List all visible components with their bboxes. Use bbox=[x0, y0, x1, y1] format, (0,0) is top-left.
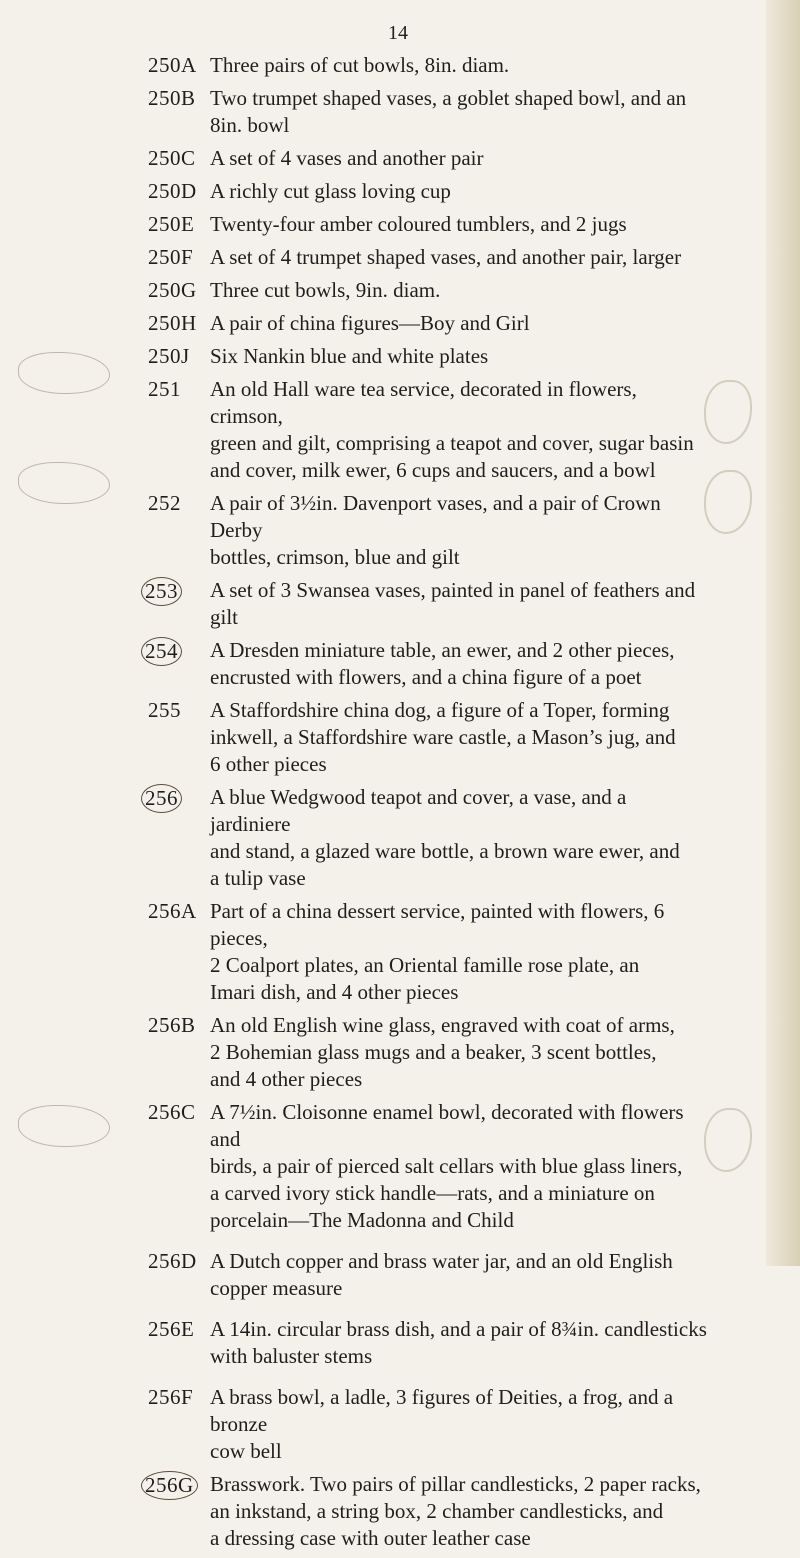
lot-entry bbox=[145, 577, 708, 631]
lot-number-text: 256D bbox=[148, 1249, 197, 1273]
lot-number bbox=[145, 637, 210, 666]
lot-description-line: A pair of china figures—Boy and Girl bbox=[210, 311, 530, 335]
margin-annotation bbox=[18, 462, 110, 504]
lot-number-text: 250C bbox=[148, 146, 196, 170]
lot-number-text: 250J bbox=[148, 344, 190, 368]
lot-number-text: 255 bbox=[148, 698, 181, 722]
bleed-through-mark bbox=[704, 1108, 752, 1172]
lot-description-line: A richly cut glass loving cup bbox=[210, 179, 451, 203]
lot-number bbox=[148, 1248, 210, 1275]
lot-description bbox=[210, 244, 708, 271]
lot-description-line: Part of a china dessert service, painted with flowers, 6 pieces, bbox=[210, 899, 665, 950]
lot-description-line: 8in. bowl bbox=[210, 113, 290, 137]
lot-number-text: 254 bbox=[141, 637, 182, 666]
lot-description-line: 6 other pieces bbox=[210, 752, 327, 776]
lot-number-text: 256F bbox=[148, 1385, 194, 1409]
lot-number bbox=[148, 1316, 210, 1343]
lot-entry bbox=[148, 52, 708, 79]
lot-number-text: 256G bbox=[141, 1471, 198, 1500]
lot-description-line: bottles, crimson, blue and gilt bbox=[210, 545, 460, 569]
lot-description-line: A Dutch copper and brass water jar, and an old English bbox=[210, 1249, 673, 1273]
lot-description bbox=[210, 145, 708, 172]
lot-description-line: Three pairs of cut bowls, 8in. diam. bbox=[210, 53, 510, 77]
lot-number-text: 250F bbox=[148, 245, 194, 269]
lot-number-text: 250B bbox=[148, 86, 196, 110]
lot-description bbox=[210, 1316, 708, 1370]
lot-number-text: 250G bbox=[148, 278, 197, 302]
margin-annotation bbox=[18, 352, 110, 394]
lot-number-text: 256E bbox=[148, 1317, 195, 1341]
lot-description-line: 2 Bohemian glass mugs and a beaker, 3 scent bottles, bbox=[210, 1040, 657, 1064]
lot-description-line: Two trumpet shaped vases, a goblet shaped bowl, and an bbox=[210, 86, 687, 110]
lot-description-line: A Staffordshire china dog, a figure of a Toper, forming bbox=[210, 698, 670, 722]
lot-number bbox=[148, 85, 210, 112]
page-number: 14 bbox=[388, 22, 408, 44]
lot-description bbox=[210, 784, 708, 892]
catalogue-list bbox=[145, 52, 708, 1558]
lot-number bbox=[145, 1471, 210, 1500]
lot-description-line: and cover, milk ewer, 6 cups and saucers, and a bowl bbox=[210, 458, 656, 482]
lot-entry bbox=[145, 1471, 708, 1552]
lot-description-line: inkwell, a Staffordshire ware castle, a Mason’s jug, and bbox=[210, 725, 676, 749]
lot-number bbox=[148, 52, 210, 79]
lot-number-text: 252 bbox=[148, 491, 181, 515]
lot-number bbox=[148, 898, 210, 925]
lot-description bbox=[210, 637, 708, 691]
lot-number-text: 251 bbox=[148, 377, 181, 401]
bleed-through-mark bbox=[704, 470, 752, 534]
lot-description-line: A 7½in. Cloisonne enamel bowl, decorated with flowers and bbox=[210, 1100, 684, 1151]
lot-description bbox=[210, 1099, 708, 1234]
lot-number bbox=[148, 343, 210, 370]
lot-description-line: Twenty-four amber coloured tumblers, and 2 jugs bbox=[210, 212, 627, 236]
lot-number bbox=[148, 244, 210, 271]
lot-description-line: A set of 3 Swansea vases, painted in panel of feathers and bbox=[210, 578, 696, 602]
page-edge bbox=[766, 0, 800, 1266]
lot-description-line: encrusted with flowers, and a china figure of a poet bbox=[210, 665, 642, 689]
lot-number bbox=[145, 784, 210, 813]
lot-description-line: porcelain—The Madonna and Child bbox=[210, 1208, 514, 1232]
lot-description bbox=[210, 310, 708, 337]
lot-entry bbox=[145, 637, 708, 691]
lot-description bbox=[210, 376, 708, 484]
lot-description-line: an inkstand, a string box, 2 chamber candlesticks, and bbox=[210, 1499, 664, 1523]
lot-entry bbox=[148, 277, 708, 304]
lot-entry bbox=[148, 343, 708, 370]
lot-number bbox=[148, 145, 210, 172]
lot-entry bbox=[148, 1099, 708, 1234]
lot-description bbox=[210, 85, 708, 139]
lot-description bbox=[210, 1248, 708, 1302]
lot-number bbox=[148, 490, 210, 517]
lot-number-text: 250E bbox=[148, 212, 195, 236]
lot-description-line: birds, a pair of pierced salt cellars with blue glass liners, bbox=[210, 1154, 683, 1178]
lot-entry bbox=[148, 1248, 708, 1302]
lot-description-line: A set of 4 vases and another pair bbox=[210, 146, 484, 170]
lot-number-text: 253 bbox=[141, 577, 182, 606]
lot-description bbox=[210, 211, 708, 238]
lot-number bbox=[148, 376, 210, 403]
lot-description-line: copper measure bbox=[210, 1276, 343, 1300]
lot-description-line: An old Hall ware tea service, decorated in flowers, crimson, bbox=[210, 377, 637, 428]
lot-entry bbox=[148, 145, 708, 172]
lot-description-line: green and gilt, comprising a teapot and cover, sugar basin bbox=[210, 431, 694, 455]
lot-number-text: 256A bbox=[148, 899, 197, 923]
lot-description-line: Brasswork. Two pairs of pillar candlesticks, 2 paper racks, bbox=[210, 1472, 701, 1496]
lot-entry bbox=[148, 310, 708, 337]
lot-entry bbox=[148, 490, 708, 571]
bleed-through-mark bbox=[704, 380, 752, 444]
lot-description-line: 2 Coalport plates, an Oriental famille rose plate, an bbox=[210, 953, 640, 977]
lot-description-line: with baluster stems bbox=[210, 1344, 373, 1368]
lot-description-line: A blue Wedgwood teapot and cover, a vase, and a jardiniere bbox=[210, 785, 627, 836]
lot-number-text: 250D bbox=[148, 179, 197, 203]
lot-description-line: a carved ivory stick handle—rats, and a miniature on bbox=[210, 1181, 655, 1205]
lot-description-line: a dressing case with outer leather case bbox=[210, 1526, 531, 1550]
lot-number-text: 250H bbox=[148, 311, 197, 335]
lot-description-line: A Dresden miniature table, an ewer, and 2 other pieces, bbox=[210, 638, 675, 662]
lot-entry bbox=[145, 784, 708, 892]
lot-number-text: 256B bbox=[148, 1013, 196, 1037]
lot-description-line: A 14in. circular brass dish, and a pair of 8¾in. candlesticks bbox=[210, 1317, 707, 1341]
lot-description bbox=[210, 1012, 708, 1093]
lot-number-text: 250A bbox=[148, 53, 197, 77]
lot-number bbox=[148, 211, 210, 238]
lot-description-line: A brass bowl, a ladle, 3 figures of Deities, a frog, and a bronze bbox=[210, 1385, 674, 1436]
lot-description-line: Six Nankin blue and white plates bbox=[210, 344, 489, 368]
lot-description-line: gilt bbox=[210, 605, 239, 629]
lot-entry bbox=[148, 211, 708, 238]
lot-number bbox=[148, 697, 210, 724]
lot-description-line: Three cut bowls, 9in. diam. bbox=[210, 278, 441, 302]
lot-description-line: cow bell bbox=[210, 1439, 282, 1463]
lot-description-line: A set of 4 trumpet shaped vases, and another pair, larger bbox=[210, 245, 682, 269]
margin-annotation bbox=[18, 1105, 110, 1147]
lot-entry bbox=[148, 85, 708, 139]
lot-number-text: 256C bbox=[148, 1100, 196, 1124]
lot-description bbox=[210, 490, 708, 571]
lot-number-text: 256 bbox=[141, 784, 182, 813]
lot-description bbox=[210, 343, 708, 370]
lot-description bbox=[210, 577, 708, 631]
lot-entry bbox=[148, 1012, 708, 1093]
lot-entry bbox=[148, 898, 708, 1006]
lot-number bbox=[148, 1012, 210, 1039]
lot-description bbox=[210, 1471, 708, 1552]
lot-entry bbox=[148, 376, 708, 484]
lot-description bbox=[210, 277, 708, 304]
lot-number bbox=[148, 1099, 210, 1126]
lot-description-line: An old English wine glass, engraved with coat of arms, bbox=[210, 1013, 675, 1037]
lot-number bbox=[148, 310, 210, 337]
lot-entry bbox=[148, 1316, 708, 1370]
lot-number bbox=[148, 277, 210, 304]
lot-description-line: and 4 other pieces bbox=[210, 1067, 363, 1091]
lot-number bbox=[148, 1384, 210, 1411]
lot-description-line: Imari dish, and 4 other pieces bbox=[210, 980, 459, 1004]
lot-entry bbox=[148, 244, 708, 271]
lot-description-line: and stand, a glazed ware bottle, a brown ware ewer, and bbox=[210, 839, 680, 863]
lot-entry bbox=[148, 1384, 708, 1465]
lot-description bbox=[210, 178, 708, 205]
lot-description bbox=[210, 898, 708, 1006]
lot-description-line: A pair of 3½in. Davenport vases, and a pair of Crown Derby bbox=[210, 491, 661, 542]
lot-description bbox=[210, 1384, 708, 1465]
lot-number bbox=[148, 178, 210, 205]
lot-description bbox=[210, 697, 708, 778]
lot-number bbox=[145, 577, 210, 606]
lot-entry bbox=[148, 697, 708, 778]
lot-description-line: a tulip vase bbox=[210, 866, 306, 890]
lot-entry bbox=[148, 178, 708, 205]
lot-description bbox=[210, 52, 708, 79]
